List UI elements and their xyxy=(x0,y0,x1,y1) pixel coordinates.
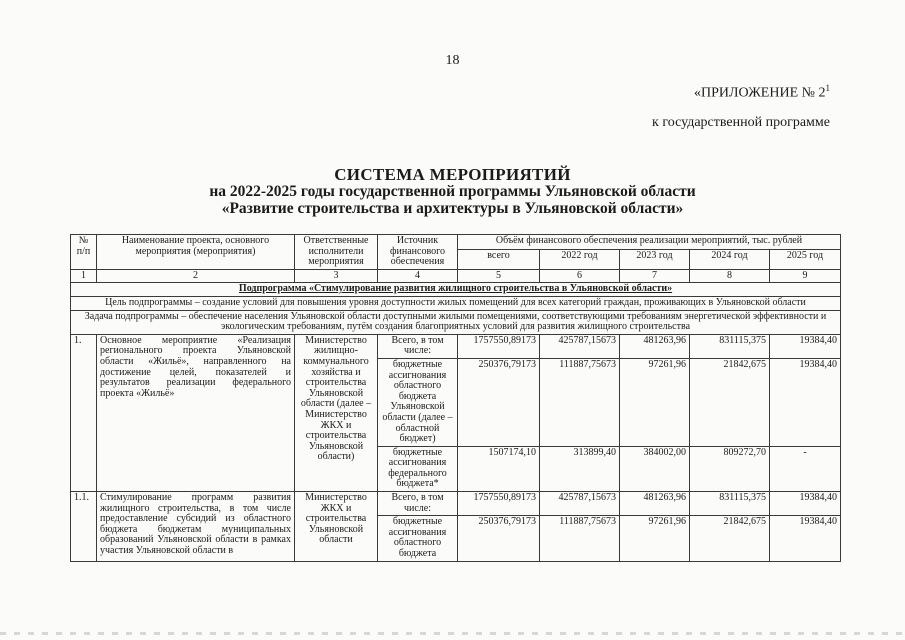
header-2025: 2025 год xyxy=(770,249,841,269)
document-title-line1: СИСТЕМА МЕРОПРИЯТИЙ xyxy=(334,165,571,184)
funding-source-regional: бюджетные ассигнования областного бюджета Ульяновской области (далее – областной бюджет) xyxy=(378,358,458,446)
value-2022: 425787,15673 xyxy=(540,492,620,516)
measure-name: Стимулирование программ развития жилищного строительства, в том числе предоставление субсидий из областного бюджета бюджетам муниципальных образований Ульяновской области в рамках участия Ульяновской области в xyxy=(97,492,295,562)
column-number: 5 xyxy=(458,269,540,283)
header-2024: 2024 год xyxy=(690,249,770,269)
table-row xyxy=(71,492,841,516)
value-2024: 21842,675 xyxy=(690,358,770,446)
measures-table xyxy=(70,234,841,562)
value-2023: 97261,96 xyxy=(620,358,690,446)
value-total: 1757550,89173 xyxy=(458,492,540,516)
value-2024: 831115,375 xyxy=(690,334,770,358)
funding-source-total: Всего, в том числе: xyxy=(378,334,458,358)
header-2023: 2023 год xyxy=(620,249,690,269)
responsible-executor: Министерство жилищно-коммунального хозяйства и строительства Ульяновской области (далее – Министерство ЖКХ и строительства Ульяновской области) xyxy=(295,334,378,491)
header-responsible: Ответственные исполнители мероприятия xyxy=(295,235,378,270)
subprogram-title: Подпрограмма «Стимулирование развития жилищного строительства в Ульяновской области» xyxy=(71,283,841,297)
header-funding-source: Источник финансового обеспечения xyxy=(378,235,458,270)
value-2025: 19384,40 xyxy=(770,334,841,358)
header-number: № п/п xyxy=(71,235,97,270)
value-2025: 19384,40 xyxy=(770,358,841,446)
row-number: 1.1. xyxy=(71,492,97,562)
page-number: 18 xyxy=(445,53,460,68)
funding-source-regional: бюджетные ассигнования областного бюджета xyxy=(378,516,458,561)
subprogram-row xyxy=(71,283,841,297)
value-2025: - xyxy=(770,446,841,491)
value-2022: 313899,40 xyxy=(540,446,620,491)
value-2024: 831115,375 xyxy=(690,492,770,516)
goal-row xyxy=(71,296,841,310)
scan-bottom-edge xyxy=(0,632,905,635)
table-header-row xyxy=(71,235,841,250)
funding-source-federal: бюджетные ассигнования федерального бюджета* xyxy=(378,446,458,491)
value-2023: 97261,96 xyxy=(620,516,690,561)
value-2023: 481263,96 xyxy=(620,492,690,516)
value-2025: 19384,40 xyxy=(770,516,841,561)
value-2022: 111887,75673 xyxy=(540,516,620,561)
document-title xyxy=(0,166,905,217)
value-2024: 21842,675 xyxy=(690,516,770,561)
responsible-executor: Министерство ЖКХ и строительства Ульяновской области xyxy=(295,492,378,562)
value-total: 250376,79173 xyxy=(458,516,540,561)
value-total: 250376,79173 xyxy=(458,358,540,446)
value-2023: 481263,96 xyxy=(620,334,690,358)
funding-source-total: Всего, в том числе: xyxy=(378,492,458,516)
row-number: 1. xyxy=(71,334,97,491)
value-total: 1507174,10 xyxy=(458,446,540,491)
value-2023: 384002,00 xyxy=(620,446,690,491)
column-number: 9 xyxy=(770,269,841,283)
subprogram-task: Задача подпрограммы – обеспечение населения Ульяновской области доступными жилыми помещениями, соответствующими требованиям энергетической эффективности и экологическим требованиям, путём создания благоприятных условий для развития жилищного строительства xyxy=(71,310,841,334)
appendix-title: «ПРИЛОЖЕНИЕ № $2^1$ xyxy=(694,83,830,101)
value-2022: 425787,15673 xyxy=(540,334,620,358)
column-number-row xyxy=(71,269,841,283)
appendix-superscript: 1 xyxy=(825,83,830,93)
column-number: 6 xyxy=(540,269,620,283)
measure-name: Основное мероприятие «Реализация регионального проекта Ульяновской области «Жильё», направленного на достижение целей, показателей и результатов реализации федерального проекта «Жильё» xyxy=(97,334,295,491)
document-title-line2: на 2022-2025 годы государственной программы Ульяновской области xyxy=(209,183,696,200)
subprogram-goal: Цель подпрограммы – создание условий для повышения уровня доступности жилых помещений для всех категорий граждан, проживающих в Ульяновской области xyxy=(71,296,841,310)
column-number: 8 xyxy=(690,269,770,283)
header-2022: 2022 год xyxy=(540,249,620,269)
header-measure-name: Наименование проекта, основного мероприятия (мероприятия) xyxy=(97,235,295,270)
header-total: всего xyxy=(458,249,540,269)
column-number: 4 xyxy=(378,269,458,283)
value-2024: 809272,70 xyxy=(690,446,770,491)
document-title-line3: «Развитие строительства и архитектуры в Ульяновской области» xyxy=(221,200,684,217)
column-number: 3 xyxy=(295,269,378,283)
value-total: 1757550,89173 xyxy=(458,334,540,358)
header-funding-volume: Объём финансового обеспечения реализации мероприятий, тыс. рублей xyxy=(458,235,841,250)
value-2022: 111887,75673 xyxy=(540,358,620,446)
table-row xyxy=(71,334,841,358)
column-number: 1 xyxy=(71,269,97,283)
column-number: 2 xyxy=(97,269,295,283)
appendix-subtitle: к государственной программе xyxy=(652,115,830,130)
task-row xyxy=(71,310,841,334)
column-number: 7 xyxy=(620,269,690,283)
value-2025: 19384,40 xyxy=(770,492,841,516)
